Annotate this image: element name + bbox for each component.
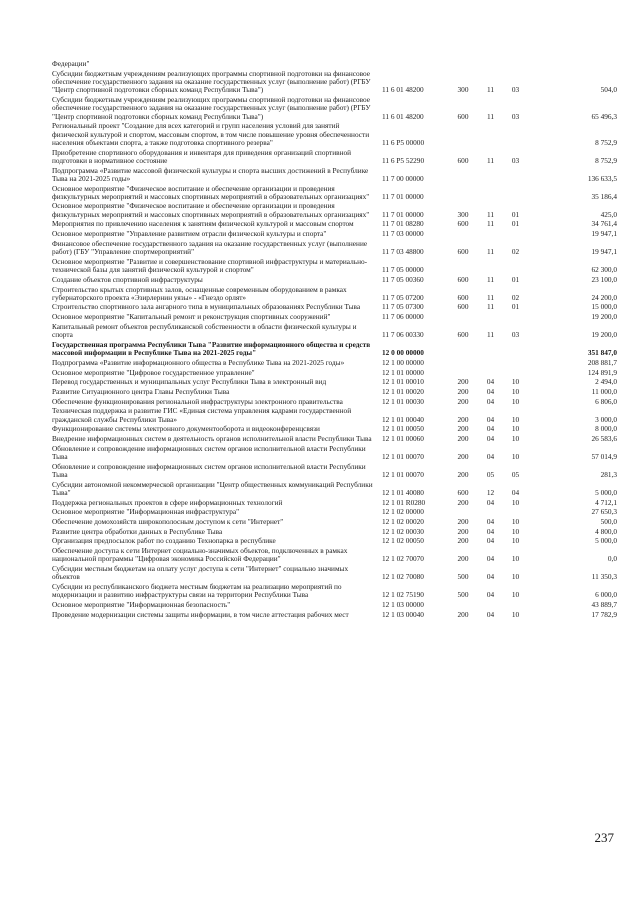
row-sum: 5 000,0: [595, 536, 617, 546]
table-row: [52, 601, 617, 609]
row-sum: 6 806,0: [595, 396, 617, 406]
row-rz: 04: [486, 433, 495, 443]
row-name: Обновление и сопровождение информационных систем органов исполнительной власти Республики Тыва: [52, 443, 366, 461]
row-sum: 24 200,0: [591, 292, 617, 302]
row-name: Перевод государственных и муниципальных услуг Республики Тыва в электронный вид: [52, 377, 327, 387]
row-pr: 03: [511, 111, 520, 121]
row-name: Федерации": [52, 59, 90, 68]
table-row: [52, 463, 617, 480]
row-sum: 208 881,7: [587, 357, 617, 367]
row-code: 12 1 03 00040: [382, 609, 424, 619]
row-code: 11 7 05 00000: [382, 265, 424, 275]
row-code: 11 7 05 07200: [382, 292, 424, 302]
row-pr: 10: [511, 536, 520, 546]
row-code: 12 1 01 00070: [382, 451, 424, 461]
row-rz: 04: [486, 572, 495, 582]
row-vr: 600: [457, 155, 469, 165]
row-name: Основное мероприятие "Информационная инфраструктура": [52, 507, 240, 517]
table-row: [52, 323, 617, 340]
row-rz: 11: [486, 111, 495, 121]
row-rz: 04: [486, 609, 495, 619]
row-code: 12 1 03 00000: [382, 599, 424, 609]
table-row: [52, 149, 617, 166]
table-row: [52, 508, 617, 516]
row-code: 12 1 02 00000: [382, 507, 424, 517]
row-name: Развитие Ситуационного центра Главы Республики Тыва: [52, 386, 230, 396]
row-name: Основное мероприятие "Информационная безопасность": [52, 599, 231, 609]
row-name: Функционирование системы электронного документооборота и видеоконференцсвязи: [52, 424, 320, 434]
row-pr: 02: [511, 292, 520, 302]
row-code: 12 1 01 00040: [382, 414, 424, 424]
row-vr: 500: [457, 590, 469, 600]
row-code: 11 6 01 48200: [382, 85, 424, 95]
row-pr: 10: [511, 414, 520, 424]
row-pr: 10: [511, 497, 520, 507]
row-rz: 04: [486, 396, 495, 406]
row-vr: 600: [457, 111, 469, 121]
row-sum: 281,3: [600, 469, 617, 479]
row-pr: 01: [511, 274, 520, 284]
row-code: 12 1 02 00020: [382, 516, 424, 526]
table-row: [52, 96, 617, 121]
row-code: 12 1 01 00000: [382, 367, 424, 377]
row-rz: 04: [486, 377, 495, 387]
row-name: Субсидии местным бюджетам на оплату услуг доступа к сети "Интернет" социально значимых объектов: [52, 564, 349, 582]
row-sum: 124 891,9: [587, 367, 617, 377]
row-sum: 4 800,0: [595, 526, 617, 536]
row-pr: 02: [511, 247, 520, 257]
row-name: Строительство крытых спортивных залов, оснащенные современным оборудованием в рамках губернаторского проекта «Эзирлернин уязы» - «Гнездо орлят»: [52, 284, 347, 302]
row-name: Проведение модернизации системы защиты информации, в том числе аттестация рабочих мест: [52, 609, 349, 619]
row-pr: 05: [511, 469, 520, 479]
row-sum: 15 000,0: [591, 302, 617, 312]
table-row: [52, 528, 617, 536]
table-row: [52, 341, 617, 358]
table-row: [52, 167, 617, 184]
row-code: 12 1 02 00030: [382, 526, 424, 536]
row-sum: 11 000,0: [591, 386, 617, 396]
row-code: 11 7 03 48800: [382, 247, 424, 257]
row-vr: 200: [457, 469, 469, 479]
row-name: Субсидии автономной некоммерческой организации "Центр общественных коммуникаций Республики Тыва": [52, 479, 373, 497]
row-rz: 04: [486, 536, 495, 546]
row-pr: 10: [511, 590, 520, 600]
table-row: [52, 565, 617, 582]
row-name: Обновление и сопровождение информационных систем органов исполнительной власти Республики Тыва: [52, 461, 366, 479]
row-pr: 10: [511, 433, 520, 443]
row-name: Организация предпосылок работ по созданию Технопарка в республике: [52, 536, 276, 546]
row-code: 11 7 00 00000: [382, 173, 424, 183]
row-vr: 200: [457, 536, 469, 546]
row-pr: 10: [511, 396, 520, 406]
table-row: [52, 258, 617, 275]
row-code: 12 1 02 70080: [382, 572, 424, 582]
table-row: [52, 499, 617, 507]
row-code: 12 0 00 00000: [382, 348, 424, 358]
row-sum: 500,0: [600, 516, 617, 526]
row-pr: 03: [511, 85, 520, 95]
table-row: [52, 378, 617, 386]
budget-table: [52, 60, 617, 620]
row-vr: 600: [457, 487, 469, 497]
row-sum: 425,0: [600, 209, 617, 219]
row-vr: 300: [457, 85, 469, 95]
table-row: [52, 202, 617, 219]
row-name: Субсидии из республиканского бюджета местным бюджетам на реализацию мероприятий по модернизации и развитию инфраструктуры связи на территории Республики Тыва: [52, 581, 342, 600]
row-name: Капитальный ремонт объектов республиканской собственности в области физической культуры и спорта: [52, 321, 357, 340]
row-vr: 300: [457, 209, 469, 219]
row-rz: 11: [486, 219, 495, 229]
row-name: Развитие центра обработки данных в Республике Тыва: [52, 526, 223, 536]
row-code: 12 1 01 R0280: [382, 497, 426, 507]
row-name: Основное мероприятие "Физическое воспитание и обеспечение организации и проведения физкультурных мероприятий и массовых спортивных мероприятий в образовательных организациях": [52, 183, 370, 201]
row-vr: 200: [457, 414, 469, 424]
table-row: [52, 313, 617, 321]
row-name: Основное мероприятие "Развитие и совершенствование спортивной инфраструктуры и материально-технической базы для занятий физической культурой и спортом": [52, 256, 368, 275]
row-vr: 200: [457, 377, 469, 387]
row-sum: 34 761,4: [591, 219, 617, 229]
row-rz: 12: [486, 487, 495, 497]
row-sum: 19 200,0: [591, 330, 617, 340]
table-row: [52, 60, 617, 68]
row-code: 12 1 00 00000: [382, 357, 424, 367]
row-code: 12 1 01 00060: [382, 433, 424, 443]
row-sum: 2 494,0: [595, 377, 617, 387]
row-sum: 8 752,9: [595, 137, 617, 147]
row-sum: 26 583,6: [591, 433, 617, 443]
table-row: [52, 425, 617, 433]
row-sum: 62 300,0: [591, 265, 617, 275]
row-sum: 57 014,9: [591, 451, 617, 461]
row-rz: 04: [486, 526, 495, 536]
row-sum: 11 350,3: [591, 572, 617, 582]
row-pr: 10: [511, 424, 520, 434]
row-rz: 04: [486, 516, 495, 526]
row-vr: 200: [457, 526, 469, 536]
row-pr: 10: [511, 572, 520, 582]
row-code: 11 7 06 00330: [382, 330, 424, 340]
row-sum: 4 712,1: [595, 497, 617, 507]
row-vr: 200: [457, 451, 469, 461]
row-name: Государственная программа Республики Тыва "Развитие информационного общества и средств массовой информации в Республике Тыва на 2021-2025 годы": [52, 339, 371, 358]
table-row: [52, 359, 617, 367]
row-pr: 10: [511, 451, 520, 461]
row-code: 11 7 01 08280: [382, 219, 424, 229]
row-code: 12 1 01 00050: [382, 424, 424, 434]
row-vr: 500: [457, 572, 469, 582]
row-vr: 600: [457, 219, 469, 229]
row-pr: 04: [511, 487, 520, 497]
row-sum: 65 496,3: [591, 111, 617, 121]
row-name: Субсидии бюджетным учреждениям реализующих программы спортивной подготовки на финансовое обеспечение государственного задания на оказание государственных услуг (выполнение работ) (РГБУ "Центр спортивной подготовки сборных команд Республики Тыва"): [52, 94, 371, 121]
row-code: 12 1 02 00050: [382, 536, 424, 546]
row-code: 11 7 01 00000: [382, 209, 424, 219]
row-sum: 43 889,7: [591, 599, 617, 609]
row-rz: 11: [486, 302, 495, 312]
row-code: 12 1 01 00010: [382, 377, 424, 387]
table-row: [52, 276, 617, 284]
table-row: [52, 185, 617, 202]
row-vr: 600: [457, 292, 469, 302]
row-vr: 200: [457, 516, 469, 526]
row-name: Основное мероприятие "Цифровое государственное управление": [52, 367, 255, 377]
row-rz: 04: [486, 386, 495, 396]
row-code: 11 7 01 00000: [382, 191, 424, 201]
row-vr: 200: [457, 497, 469, 507]
row-vr: 600: [457, 302, 469, 312]
row-rz: 04: [486, 590, 495, 600]
row-name: Мероприятия по привлечению населения к занятиям физической культурой и массовым спортом: [52, 219, 354, 229]
row-rz: 11: [486, 330, 495, 340]
table-row: [52, 481, 617, 498]
row-name: Финансовое обеспечение государственного задания на оказание государственных услуг (выполнение работ) (ГБУ "Управление спортмероприятий": [52, 238, 368, 257]
row-code: 12 1 01 00030: [382, 396, 424, 406]
row-pr: 10: [511, 386, 520, 396]
row-name: Основное мероприятие "Капитальный ремонт и реконструкция спортивных сооружений": [52, 312, 331, 322]
row-code: 11 6 P5 00000: [382, 137, 425, 147]
row-name: Обеспечение функционирования региональной инфраструктуры электронного правительства: [52, 396, 343, 406]
row-pr: 10: [511, 609, 520, 619]
row-name: Региональный проект "Создание для всех категорий и групп населения условий для занятий физической культурой и спортом, массовым спортом, в том числе повышение уровня обеспеченности населения объектами спорта, а также подготовка спортивного резерва": [52, 121, 370, 147]
row-sum: 504,0: [600, 85, 617, 95]
page-number: 237: [594, 830, 614, 845]
row-sum: 8 000,0: [595, 424, 617, 434]
row-sum: 0,0: [607, 554, 617, 564]
row-code: 11 7 05 07300: [382, 302, 424, 312]
row-rz: 04: [486, 554, 495, 564]
row-pr: 03: [511, 330, 520, 340]
row-name: Основное мероприятие "Физическое воспитание и обеспечение организации и проведения физкультурных мероприятий и массовых спортивных мероприятий в образовательных организациях": [52, 201, 370, 219]
row-name: Подпрограмма «Развитие информационного общества в Республике Тыва на 2021-2025 годы»: [52, 357, 345, 367]
table-row: [52, 303, 617, 311]
row-sum: 17 782,9: [591, 609, 617, 619]
row-name: Подпрограмма «Развитие массовой физической культуры и спорта высших достижений в Республике Тыва на 2021-2025 годы»: [52, 165, 369, 183]
row-name: Обеспечение доступа к сети Интернет социально-значимых объектов, подключенных в рамках национальной программы "Цифровая экономика Российской Федерации": [52, 546, 348, 564]
row-vr: 600: [457, 330, 469, 340]
table-row: [52, 369, 617, 377]
row-pr: 10: [511, 377, 520, 387]
table-row: [52, 407, 617, 424]
row-rz: 04: [486, 451, 495, 461]
row-name: Поддержка региональных проектов в сфере информационных технологий: [52, 497, 283, 507]
table-row: [52, 547, 617, 564]
table-row: [52, 70, 617, 95]
row-rz: 11: [486, 209, 495, 219]
row-code: 11 7 03 00000: [382, 229, 424, 239]
table-row: [52, 398, 617, 406]
row-name: Создание объектов спортивной инфраструктуры: [52, 274, 203, 284]
row-pr: 03: [511, 155, 520, 165]
row-name: Обеспечение домохозяйств широкополосным доступом к сети "Интернет": [52, 516, 284, 526]
row-sum: 136 633,5: [587, 173, 617, 183]
row-vr: 200: [457, 433, 469, 443]
row-code: 11 7 06 00000: [382, 312, 424, 322]
row-code: 12 1 01 40080: [382, 487, 424, 497]
table-row: [52, 583, 617, 600]
table-row: [52, 537, 617, 545]
row-sum: 23 100,0: [591, 274, 617, 284]
row-pr: 10: [511, 526, 520, 536]
row-name: Субсидии бюджетным учреждениям реализующих программы спортивной подготовки на финансовое обеспечение государственного задания на оказание государственных услуг (выполнение работ) (РГБУ "Центр спортивной подготовки сборных команд Республики Тыва"): [52, 68, 371, 95]
row-rz: 04: [486, 497, 495, 507]
row-code: 11 7 05 00360: [382, 274, 424, 284]
row-sum: 351 847,0: [587, 348, 617, 358]
row-rz: 11: [486, 85, 495, 95]
row-name: Техническая поддержка и развитие ГИС «Единая система управления кадрами государственной гражданской службы Республики Тыва»: [52, 406, 352, 424]
row-code: 11 6 01 48200: [382, 111, 424, 121]
row-code: 11 6 P5 52290: [382, 155, 425, 165]
row-rz: 05: [486, 469, 495, 479]
row-rz: 11: [486, 155, 495, 165]
row-code: 12 1 01 00020: [382, 386, 424, 396]
row-name: Основное мероприятие "Управление развитием отрасли физической культуры и спорта": [52, 229, 327, 239]
table-row: [52, 388, 617, 396]
row-sum: 6 000,0: [595, 590, 617, 600]
row-pr: 10: [511, 554, 520, 564]
row-sum: 8 752,9: [595, 155, 617, 165]
row-vr: 200: [457, 554, 469, 564]
row-vr: 600: [457, 247, 469, 257]
row-pr: 01: [511, 302, 520, 312]
table-row: [52, 240, 617, 257]
row-rz: 04: [486, 414, 495, 424]
row-name: Внедрение информационных систем в деятельность органов исполнительной власти Республики Тыва: [52, 433, 372, 443]
table-row: [52, 445, 617, 462]
row-name: Строительство спортивного зала ангарного типа в муниципальных образованиях Республики Тыва: [52, 302, 361, 312]
row-vr: 200: [457, 386, 469, 396]
row-code: 12 1 02 75190: [382, 590, 424, 600]
row-vr: 200: [457, 424, 469, 434]
row-vr: 200: [457, 396, 469, 406]
row-sum: 3 000,0: [595, 414, 617, 424]
row-sum: 5 000,0: [595, 487, 617, 497]
row-code: 12 1 02 70070: [382, 554, 424, 564]
row-sum: 19 947,1: [591, 229, 617, 239]
table-row: [52, 518, 617, 526]
table-row: [52, 230, 617, 238]
row-code: 12 1 01 00070: [382, 469, 424, 479]
row-pr: 01: [511, 219, 520, 229]
table-row: [52, 122, 617, 147]
table-row: [52, 286, 617, 303]
table-row: [52, 611, 617, 619]
row-pr: 01: [511, 209, 520, 219]
row-rz: 11: [486, 292, 495, 302]
row-vr: 600: [457, 274, 469, 284]
row-rz: 11: [486, 274, 495, 284]
row-sum: 19 947,1: [591, 247, 617, 257]
row-sum: 35 186,4: [591, 191, 617, 201]
table-row: [52, 435, 617, 443]
row-vr: 200: [457, 609, 469, 619]
row-sum: 27 650,3: [591, 507, 617, 517]
row-pr: 10: [511, 516, 520, 526]
row-rz: 11: [486, 247, 495, 257]
row-rz: 04: [486, 424, 495, 434]
row-name: Приобретение спортивного оборудования и инвентаря для приведения организаций спортивной подготовки в нормативное состояние: [52, 147, 352, 165]
row-sum: 19 200,0: [591, 312, 617, 322]
table-row: [52, 220, 617, 228]
